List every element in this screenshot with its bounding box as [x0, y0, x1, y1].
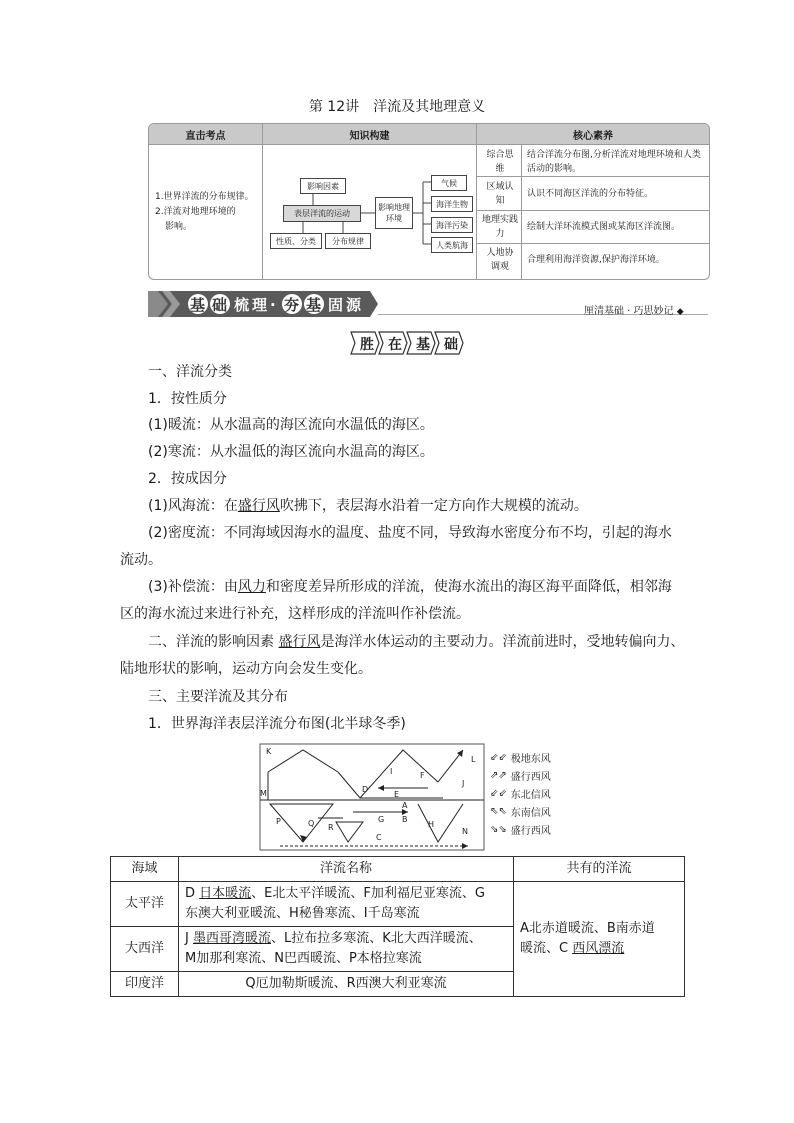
ocean-current-map	[258, 742, 488, 854]
text: 二、洋流的影响因素	[148, 634, 274, 650]
subsection-2: 2．按成因分	[148, 471, 227, 487]
currents-cell	[179, 927, 514, 972]
blank-answer: 盛行风	[237, 498, 280, 514]
currents-line: 东澳大利亚暖流、H秘鲁寒流、I千岛寒流	[185, 906, 420, 921]
wind-arrow-icon: ⇖⇖	[490, 806, 507, 817]
divider	[477, 243, 709, 244]
section-3-heading: 三、主要洋流及其分布	[148, 689, 288, 705]
banner-char: 源	[346, 296, 362, 314]
table-header: 共有的洋流	[514, 857, 685, 882]
currents-cell: Q厄加勒斯暖流、R西澳大利亚寒流	[179, 972, 514, 997]
legend-label: 东南信风	[510, 808, 551, 819]
kb-marine-life: 海洋生物	[431, 196, 473, 212]
legend-item	[490, 768, 551, 783]
legend-item	[490, 804, 551, 819]
literacy-desc: 绘制大洋环流模式图或某海区洋流图。	[527, 222, 681, 232]
subsection-1: 1．按性质分	[148, 391, 227, 407]
blank-answer: 西风漂流	[572, 941, 625, 956]
overview-table	[148, 123, 710, 280]
legend-label: 东北信风	[510, 790, 551, 801]
currents-line	[185, 929, 507, 949]
text: 是海洋水体运动的主要动力。洋流前进时，受地转偏向力、	[320, 634, 685, 650]
table-header: 海域	[111, 857, 179, 882]
table-header-row	[111, 857, 685, 882]
banner-char: 理	[252, 296, 268, 314]
compensation-current-def	[148, 577, 688, 597]
ocean-name: 太平洋	[111, 882, 179, 927]
shared-line	[520, 939, 678, 959]
legend-label: 盛行西风	[510, 772, 551, 783]
currents-cell	[179, 882, 514, 927]
subsection-3-1: 1．世界海洋表层洋流分布图(北半球冬季)	[148, 716, 406, 732]
exam-point-2b: 影响。	[165, 222, 193, 232]
map-label: Q	[308, 819, 315, 828]
literacy-desc: 合理利用海洋资源,保护海洋环境。	[527, 255, 665, 265]
banner-subtitle-text: 厘清基础 · 巧思妙记	[584, 306, 674, 317]
heading-char: 基	[416, 337, 430, 353]
map-label: C	[376, 833, 382, 842]
section-1-heading: 一、洋流分类	[148, 364, 232, 380]
kb-distribution: 分布规律	[325, 233, 371, 249]
exam-point-2: 2.洋流对地理环境的	[155, 207, 236, 217]
text: 、L拉布拉多寒流、K北大西洋暖流、	[270, 931, 482, 946]
compensation-current-def-cont: 区的海水流过来进行补充，这样形成的洋流叫作补偿流。	[120, 606, 470, 622]
text: (1)风海流：在	[148, 498, 238, 514]
legend-item	[490, 822, 551, 837]
wind-current-def	[148, 496, 708, 516]
text: 吹拂下，表层海水沿着一定方向作大规模的流动。	[279, 498, 588, 514]
wind-arrow-icon: ⇗⇗	[490, 770, 507, 781]
kb-nature: 性质、分类	[270, 233, 322, 249]
currents-line	[185, 884, 507, 904]
wind-arrow-icon: ⇙⇙	[490, 752, 507, 763]
text: 和密度差异所形成的洋流，使海水流出的海区海平面降低，相邻海	[265, 579, 672, 595]
basics-heading	[349, 330, 469, 356]
banner-subtitle: 厘清基础 · 巧思妙记 ◆	[584, 306, 684, 317]
literacy-desc: 认识不同海区洋流的分布特征。	[527, 189, 654, 199]
legend-item	[490, 750, 551, 765]
divider	[477, 176, 709, 177]
map-label: K	[266, 747, 272, 756]
shared-currents-cell	[514, 882, 685, 997]
legend-label: 盛行西风	[510, 826, 551, 837]
currents-line: M加那利寒流、N巴西暖流、P本格拉寒流	[185, 951, 422, 966]
blank-answer: 墨西哥湾暖流	[192, 931, 271, 946]
density-current-def: (2)密度流：不同海域因海水的温度、盐度不同，导致海水密度分布不均，引起的海水	[148, 525, 672, 541]
header-knowledge: 知识构建	[263, 124, 476, 144]
wind-arrow-icon: ⇙⇙	[490, 788, 507, 799]
banner-char: 固	[328, 296, 344, 314]
map-label: H	[428, 820, 435, 829]
map-label: M	[260, 789, 267, 798]
header-exam-points: 直击考点	[149, 124, 262, 144]
map-label: B	[402, 815, 408, 824]
blank-answer: 盛行风	[278, 634, 321, 650]
literacy-name: 地理实践力	[481, 215, 518, 239]
kb-climate: 气候	[431, 175, 467, 191]
banner-char: ·	[270, 296, 276, 314]
header-literacy: 核心素养	[477, 124, 709, 144]
ocean-name: 印度洋	[111, 972, 179, 997]
text: D	[185, 886, 200, 901]
banner-char: 基	[306, 296, 322, 314]
map-label: N	[462, 827, 468, 836]
table-header: 洋流名称	[179, 857, 514, 882]
exam-point-1: 1.世界洋流的分布规律。	[155, 192, 254, 202]
map-label: P	[276, 817, 281, 826]
map-label: D	[362, 785, 369, 794]
map-label: A	[402, 801, 408, 810]
banner-char: 夯	[284, 296, 300, 314]
cold-current-def: (2)寒流：从水温低的海区流向水温高的海区。	[148, 444, 434, 460]
currents-table	[110, 856, 685, 997]
map-label: E	[394, 790, 400, 799]
density-current-def-cont: 流动。	[120, 552, 162, 568]
banner-char: 梳	[234, 296, 250, 314]
map-label: G	[378, 815, 385, 824]
heading-char: 胜	[360, 337, 374, 353]
shared-line: A北赤道暖流、B南赤道	[520, 921, 655, 936]
text: (3)补偿流：由	[148, 579, 238, 595]
map-label: L	[471, 755, 476, 764]
text: 、E北太平洋暖流、F加利福尼亚寒流、G	[251, 886, 485, 901]
ocean-name: 大西洋	[111, 927, 179, 972]
banner-char: 基	[190, 296, 206, 314]
kb-influence: 影响地理环境	[375, 197, 413, 229]
literacy-name: 人地协调观	[486, 248, 514, 272]
map-label: I	[390, 767, 393, 776]
legend-item	[490, 786, 551, 801]
map-label: J	[462, 779, 465, 788]
banner-char: 础	[212, 296, 228, 314]
blank-answer: 风力	[237, 579, 266, 595]
kb-core: 表层洋流的运动	[283, 205, 361, 222]
divider	[476, 124, 477, 279]
heading-char: 础	[444, 337, 458, 353]
section-2-cont: 陆地形状的影响，运动方向会发生变化。	[120, 661, 372, 677]
section-2-heading	[148, 632, 688, 652]
warm-current-def: (1)暖流：从水温高的海区流向水温低的海区。	[148, 417, 434, 433]
legend-label: 极地东风	[510, 754, 551, 765]
map-label: F	[420, 771, 425, 780]
page-title: 第 12讲 洋流及其地理意义	[308, 99, 486, 115]
text: 暖流、C	[520, 941, 573, 956]
literacy-name: 综合思维	[486, 150, 514, 174]
wind-arrow-icon: ⇘⇘	[490, 824, 507, 835]
literacy-desc: 结合洋流分布图,分析洋流对地理环境和人类活动的影响。	[527, 150, 701, 174]
table-row	[111, 882, 685, 927]
map-label: R	[328, 823, 334, 832]
divider	[477, 210, 709, 211]
divider	[521, 144, 522, 279]
text: J	[185, 931, 193, 946]
section-banner	[148, 291, 378, 317]
literacy-name: 区域认知	[486, 182, 514, 206]
kb-factors: 影响因素	[300, 178, 346, 194]
kb-pollution: 海洋污染	[431, 217, 473, 233]
kb-navigation: 人类航海	[431, 237, 473, 253]
blank-answer: 日本暖流	[199, 886, 252, 901]
heading-char: 在	[388, 337, 402, 353]
